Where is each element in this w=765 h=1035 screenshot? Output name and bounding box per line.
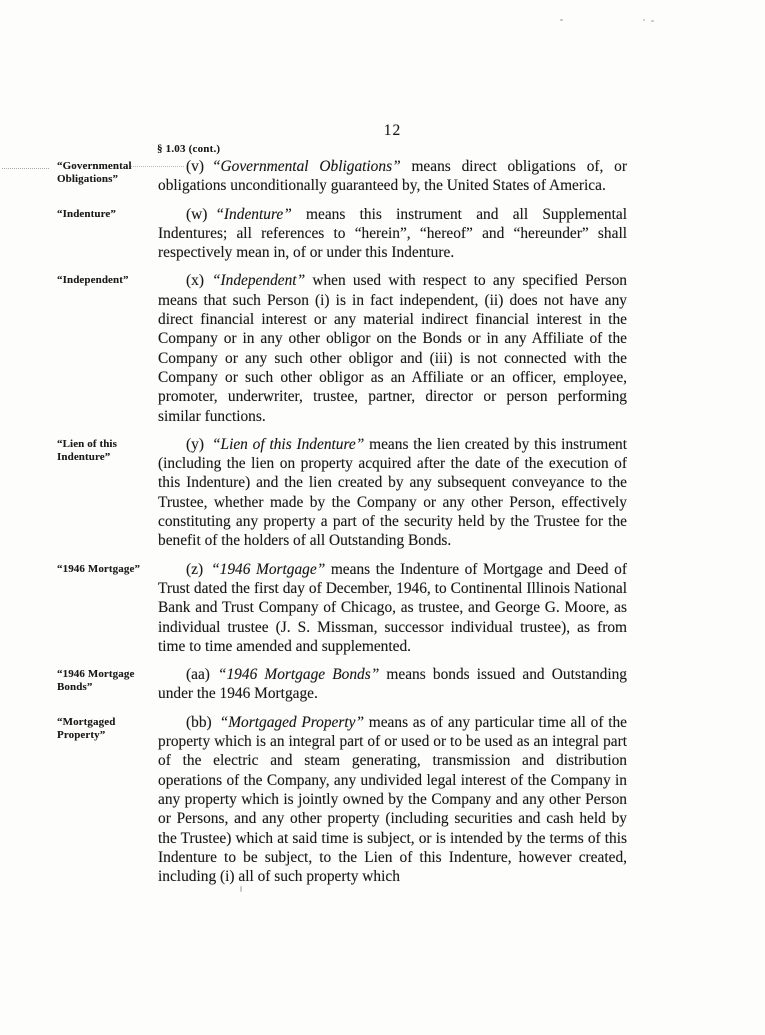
definition-text: means direct obligations of, or obligations unconditionally guaranteed by, the United States of America.: [158, 158, 628, 195]
defined-term: “Indenture”: [215, 205, 292, 223]
page-number: 12: [383, 122, 402, 139]
scan-artifact: [2, 168, 49, 169]
definition-text: means the lien created by this instrument (including the lien on property acquired after the date of the execution of this Indenture) and the lien created by any subsequent conveyance to the Trustee, whether made by the Company or any other Person, effectively constituting any property a part of the security held by the Trustee for the benefit of the holders of all Outstanding Bonds.: [158, 435, 627, 550]
defined-term: “1946 Mortgage”: [211, 560, 326, 578]
definition-row-independent: [57, 271, 627, 425]
definition-paragraph: [158, 435, 627, 551]
scan-artifact: [240, 886, 242, 892]
definition-row-mortgaged-property: [57, 713, 627, 887]
definition-text: when used with respect to any specified Person means that such Person (i) is in fact independent, (ii) does not have any direct financial interest or any material indirect financial interest in the Company or in any other obligor on the Bonds or in any Affiliate of the Company or any such other obligor and (iii) is not connected with the Company or such other obligor as an Affiliate or an officer, employee, promoter, underwriter, trustee, partner, director or person performing similar functions.: [158, 272, 627, 425]
definition-row-1946-mortgage: [57, 560, 627, 656]
scan-artifact: [643, 19, 645, 21]
defined-term: “Independent”: [211, 272, 306, 290]
clause-letter: (y): [186, 435, 204, 453]
definition-paragraph: [158, 205, 627, 263]
clause-letter: (v): [186, 158, 204, 175]
clause-letter: (aa): [186, 666, 210, 684]
definition-row-governmental-obligations: [57, 157, 627, 196]
clause-letter: (x): [186, 272, 204, 290]
margin-term-label: “Indenture”: [57, 207, 116, 220]
scan-artifact: [651, 20, 654, 22]
definition-paragraph: [158, 665, 627, 704]
section-continuation-note: § 1.03 (cont.): [157, 143, 221, 155]
defined-term: “Lien of this Indenture”: [211, 435, 365, 453]
definition-paragraph: [158, 157, 627, 196]
definition-row-lien-of-this-indenture: [57, 435, 627, 551]
definition-paragraph: [158, 713, 627, 887]
defined-term: “Mortgaged Property”: [219, 713, 365, 731]
definition-text: means bonds issued and Outstanding under the 1946 Mortgage.: [158, 666, 627, 703]
margin-term-label: “Mortgaged Property”: [57, 715, 116, 741]
definition-text: means as of any particular time all of the property which is an integral part of or used or to be used as an integral part of the electric and steam generating, transmission and distribution operations of the Company, any undivided legal interest of the Company in any property which is jointly owned by the Company and any other Person or Persons, and any other property (including securities and cash held by the Trustee) which at said time is subject, or is intended by the terms of this Indenture to be subject, to the Lien of this Indenture, however created, including (i) all of such property which: [158, 713, 627, 886]
definition-row-1946-mortgage-bonds: [57, 665, 627, 704]
definition-paragraph: [158, 560, 627, 656]
margin-term-label: “Governmental Obligations”: [57, 160, 132, 185]
defined-term: “Governmental Obligations”: [211, 158, 401, 175]
definition-paragraph: [158, 271, 627, 425]
definitions-list: [57, 157, 627, 895]
margin-term-label: “Independent”: [57, 274, 129, 287]
definition-row-indenture: [57, 205, 627, 263]
clause-letter: (w): [186, 205, 208, 223]
clause-letter: (z): [186, 560, 204, 578]
definition-text: means the Indenture of Mortgage and Deed of Trust dated the first day of December, 1946, to Continental Illinois National Bank and Trust Company of Chicago, as trustee, and George G. Moore, as individual trustee (J. S. Missman, successor individual trustee), as from time to time amended and supplemented.: [158, 560, 628, 655]
definition-text: means this instrument and all Supplemental Indentures; all references to “herein”, “hereof” and “hereunder” shall respectively mean in, of or under this Indenture.: [158, 205, 627, 262]
scan-artifact: [560, 19, 563, 21]
defined-term: “1946 Mortgage Bonds”: [217, 666, 380, 684]
margin-term-label: “1946 Mortgage Bonds”: [57, 668, 135, 694]
margin-term-label: “Lien of this Indenture”: [57, 437, 117, 463]
margin-term-label: “1946 Mortgage”: [57, 562, 141, 575]
clause-letter: (bb): [186, 713, 212, 731]
scan-artifact: [131, 166, 184, 167]
